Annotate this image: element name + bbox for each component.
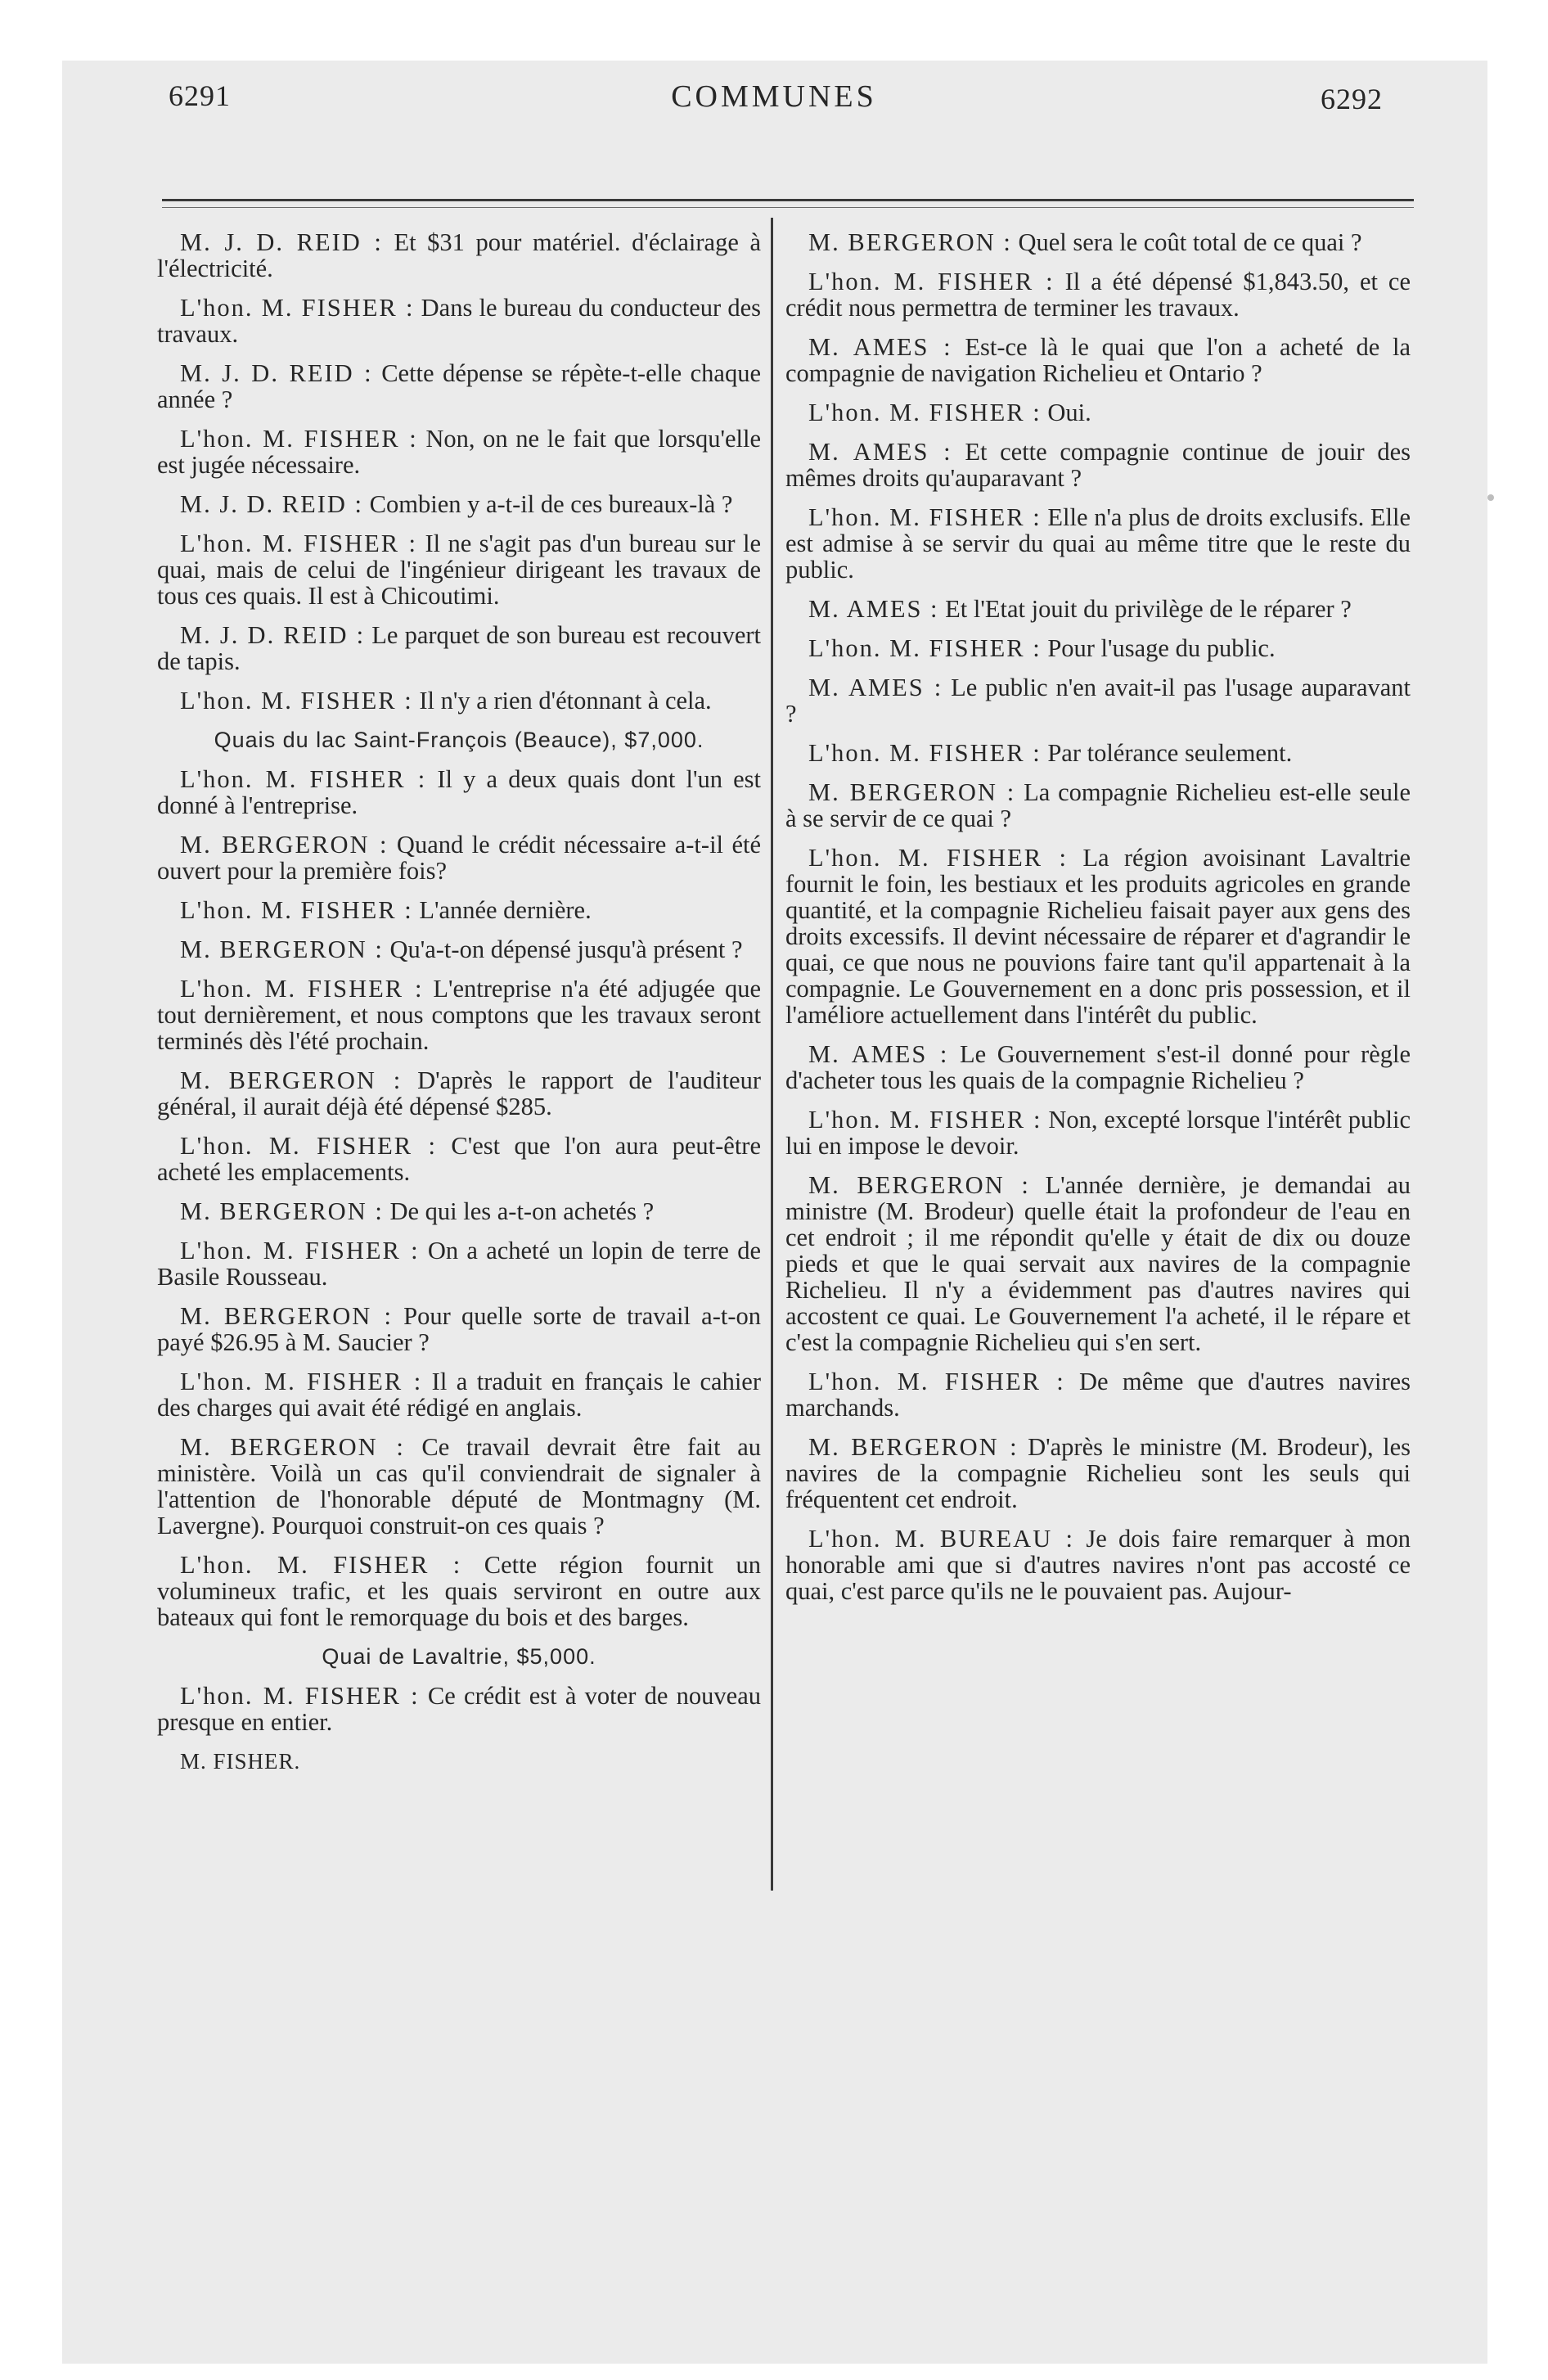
speech-text: Pour l'usage du public. (1047, 634, 1276, 662)
speech-text: Cette région fournit un volumineux trafic, et les quais serviront en outre aux bateaux qui font le remorquage du bois et des barges. (157, 1551, 761, 1631)
debate-paragraph (157, 832, 761, 884)
debate-paragraph (157, 1237, 761, 1290)
speaker-name: M. BERGERON : (180, 1433, 405, 1461)
debate-paragraph (157, 622, 761, 674)
speaker-name: M. AMES : (808, 1040, 949, 1068)
speaker-name: L'hon. M. FISHER : (180, 294, 415, 322)
debate-paragraph (785, 845, 1411, 1028)
speaker-name: L'hon. M. FISHER : (180, 765, 427, 793)
running-title: COMMUNES (671, 79, 877, 114)
debate-paragraph (785, 439, 1411, 491)
speaker-name: M. BERGERON : (180, 1066, 403, 1094)
debate-paragraph (785, 399, 1411, 426)
speech-text: Non, on ne le fait que lorsqu'elle est jugée nécessaire. (157, 425, 761, 479)
speaker-name: L'hon. M. FISHER : (180, 975, 424, 1003)
speaker-name: M. AMES : (808, 333, 952, 361)
speech-text: Je dois faire remarquer à mon honorable ami que si d'autres navires n'ont pas accosté ce quai, c'est parce qu'ils ne le pouvaient pas. Aujour- (785, 1525, 1411, 1605)
speaker-name: L'hon. M. FISHER : (808, 503, 1042, 531)
speech-text: La compagnie Richelieu est-elle seule à se servir de ce quai ? (785, 778, 1411, 832)
speaker-name: L'hon. M. FISHER : (180, 1551, 462, 1579)
speaker-name: M. AMES : (808, 674, 943, 701)
speech-text: Non, excepté lorsque l'intérêt public lui en impose le devoir. (785, 1106, 1411, 1160)
speaker-name: L'hon. M. FISHER : (180, 896, 413, 924)
speech-text: Quand le crédit nécessaire a-t-il été ouvert pour la première fois? (157, 831, 762, 885)
speech-text: Ce travail devrait être fait au ministère. Voilà un cas qu'il conviendrait de signaler à l'attention de l'honorable député de Montmagny (M. Lavergne). Pourquoi construit-on ces quais ? (157, 1433, 762, 1539)
column-divider (771, 218, 773, 1891)
speech-text: Le Gouvernement s'est-il donné pour règle d'acheter tous les quais de la compagnie Richelieu ? (785, 1040, 1411, 1094)
speaker-name: L'hon. M. FISHER : (808, 268, 1055, 295)
speech-text: Il a traduit en français le cahier des charges qui avait été rédigé en anglais. (157, 1368, 762, 1422)
debate-paragraph (157, 360, 761, 412)
debate-paragraph (785, 1434, 1411, 1512)
debate-paragraph (785, 268, 1411, 321)
speech-text: Le public n'en avait-il pas l'usage auparavant ? (785, 674, 1411, 728)
speaker-name: L'hon. M. FISHER : (808, 739, 1042, 767)
debate-paragraph (785, 1107, 1411, 1159)
speech-text: Qu'a-t-on dépensé jusqu'à présent ? (389, 935, 743, 963)
debate-paragraph (157, 491, 761, 517)
speaker-name: M. BERGERON : (180, 935, 384, 963)
speech-text: Pour quelle sorte de travail a-t-on payé $26.95 à M. Saucier ? (157, 1302, 761, 1356)
debate-paragraph (157, 1303, 761, 1355)
speech-text: Il y a deux quais dont l'un est donné à l'entreprise. (157, 765, 761, 819)
speech-text: Cette dépense se répète-t-elle chaque année ? (157, 359, 762, 413)
speech-text: L'entreprise n'a été adjugée que tout dernièrement, et nous comptons que les travaux seront terminés dès l'été prochain. (157, 975, 761, 1055)
speaker-name: L'hon. M. FISHER : (808, 1106, 1042, 1134)
speech-text: La région avoisinant Lavaltrie fournit le foin, les bestiaux et les produits agricoles en grande quantité, et la compagnie Richelieu faisait payer aux gens des droits excessifs. Il devint nécessaire de réparer et d'agrandir le quai, ce que nous ne pouvions faire tant qu'il appartenait à la compagnie. Le Gouvernement en a donc pris possession, et il l'améliore actuellement dans l'intérêt du public. (785, 844, 1411, 1029)
debate-paragraph (785, 779, 1411, 832)
speech-text: L'année dernière. (419, 896, 592, 924)
debate-paragraph (785, 1172, 1411, 1355)
debate-paragraph (157, 1133, 761, 1185)
speaker-name: M. BERGERON : (808, 1433, 1019, 1461)
speaker-name: M. BERGERON : (808, 228, 1012, 256)
speaker-name: L'hon. M. FISHER : (808, 844, 1068, 872)
speech-text: Quel sera le coût total de ce quai ? (1018, 228, 1362, 256)
speech-text: Et l'Etat jouit du privilège de le réparer ? (945, 595, 1352, 623)
header-rule-thin (162, 207, 1414, 208)
speaker-name: L'hon. M. FISHER : (180, 425, 418, 453)
debate-paragraph (785, 334, 1411, 386)
speech-text: Dans le bureau du conducteur des travaux. (157, 294, 761, 348)
debate-paragraph (157, 1198, 761, 1224)
debate-paragraph (785, 635, 1411, 661)
right-column (785, 229, 1411, 1617)
speech-text: Par tolérance seulement. (1047, 739, 1293, 767)
speaker-name: L'hon. M. FISHER : (808, 634, 1042, 662)
speaker-name: L'hon. M. FISHER : (180, 687, 413, 714)
page-number-left: 6291 (169, 79, 231, 112)
debate-paragraph (157, 229, 761, 282)
speaker-name: L'hon. M. FISHER : (180, 530, 418, 557)
debate-paragraph (157, 1067, 761, 1120)
header-rule (162, 199, 1414, 201)
speaker-name: M. BERGERON : (180, 831, 389, 859)
speaker-name: L'hon. M. FISHER : (180, 1368, 423, 1395)
speech-text: Est-ce là le quai que l'on a acheté de la compagnie de navigation Richelieu et Ontario ? (785, 333, 1411, 387)
speaker-name: M. BERGERON : (180, 1302, 393, 1330)
debate-paragraph (157, 766, 761, 818)
speaker-name: M. BERGERON : (808, 1171, 1030, 1199)
debate-paragraph (157, 1683, 761, 1735)
paper-speck (1487, 494, 1494, 501)
speaker-name: L'hon. M. FISHER : (180, 1237, 420, 1264)
debate-paragraph (785, 229, 1411, 255)
debate-paragraph (157, 1368, 761, 1421)
debate-paragraph (785, 674, 1411, 727)
debate-paragraph (157, 1552, 761, 1630)
speech-text: D'après le ministre (M. Brodeur), les navires de la compagnie Richelieu sont les seuls qui fréquentent cet endroit. (785, 1433, 1411, 1513)
speech-text: C'est que l'on aura peut-être acheté les emplacements. (157, 1132, 761, 1186)
debate-paragraph (785, 1041, 1411, 1093)
speech-text: De même que d'autres navires marchands. (785, 1368, 1411, 1422)
speech-text: Il ne s'agit pas d'un bureau sur le quai, mais de celui de l'ingénieur dirigeant les travaux de tous ces quais. Il est à Chicoutimi. (157, 530, 761, 610)
debate-paragraph (157, 936, 761, 962)
column-signature: M. FISHER. (180, 1749, 301, 1774)
speaker-name: M. J. D. REID : (180, 228, 383, 256)
speech-text: Et $31 pour matériel. d'éclairage à l'électricité. (157, 228, 761, 282)
debate-paragraph (157, 530, 761, 609)
debate-paragraph (785, 596, 1411, 622)
speaker-name: M. BERGERON : (808, 778, 1016, 806)
debate-paragraph (157, 897, 761, 923)
debate-paragraph (785, 1368, 1411, 1421)
speech-text: Ce crédit est à voter de nouveau presque en entier. (157, 1682, 762, 1736)
left-column (157, 229, 761, 1774)
debate-paragraph (785, 740, 1411, 766)
debate-paragraph (157, 687, 761, 714)
speaker-name: L'hon. M. FISHER : (180, 1132, 437, 1160)
speech-text: Le parquet de son bureau est recouvert de tapis. (157, 621, 762, 675)
speech-text: Elle n'a plus de droits exclusifs. Elle est admise à se servir du quai au même titre que le reste du public. (785, 503, 1411, 584)
speaker-name: M. BERGERON : (180, 1197, 384, 1225)
speech-text: Il a été dépensé $1,843.50, et ce crédit nous permettra de terminer les travaux. (785, 268, 1411, 322)
speech-text: Oui. (1047, 399, 1091, 426)
debate-paragraph (785, 504, 1411, 583)
section-heading: Quais du lac Saint-François (Beauce), $7,000. (214, 728, 704, 752)
debate-paragraph (157, 426, 761, 478)
speech-text: D'après le rapport de l'auditeur général, il aurait déjà été dépensé $285. (157, 1066, 761, 1120)
speech-text: On a acheté un lopin de terre de Basile Rousseau. (157, 1237, 762, 1291)
section-heading: Quai de Lavaltrie, $5,000. (322, 1644, 596, 1669)
speaker-name: M. J. D. REID : (180, 621, 366, 649)
speech-text: Il n'y a rien d'étonnant à cela. (419, 687, 712, 714)
page-number-right: 6292 (1321, 83, 1383, 115)
speech-text: L'année dernière, je demandai au ministre (M. Brodeur) quelle était la profondeur de l'eau en cet endroit ; il me répondit qu'elle y était de dix ou douze pieds et que le quai servait aux navires de la compagnie Richelieu. Il n'y a évidemment pas d'autres navires qui accostent ce quai. Le Gouvernement l'a acheté, il le répare et c'est la compagnie Richelieu qui s'en sert. (785, 1171, 1411, 1356)
speech-text: Et cette compagnie continue de jouir des mêmes droits qu'auparavant ? (785, 438, 1411, 492)
speech-text: Combien y a-t-il de ces bureaux-là ? (369, 490, 733, 518)
speaker-name: L'hon. M. BUREAU : (808, 1525, 1075, 1553)
speaker-name: M. J. D. REID : (180, 490, 364, 518)
debate-paragraph (785, 1526, 1411, 1604)
debate-paragraph (157, 976, 761, 1054)
speaker-name: L'hon. M. FISHER : (180, 1682, 420, 1710)
speaker-name: M. AMES : (808, 438, 952, 466)
speaker-name: M. AMES : (808, 595, 939, 623)
speaker-name: M. J. D. REID : (180, 359, 373, 387)
speech-text: De qui les a-t-on achetés ? (389, 1197, 655, 1225)
debate-paragraph (157, 1434, 761, 1539)
speaker-name: L'hon. M. FISHER : (808, 1368, 1065, 1395)
debate-paragraph (157, 295, 761, 347)
speaker-name: L'hon. M. FISHER : (808, 399, 1042, 426)
